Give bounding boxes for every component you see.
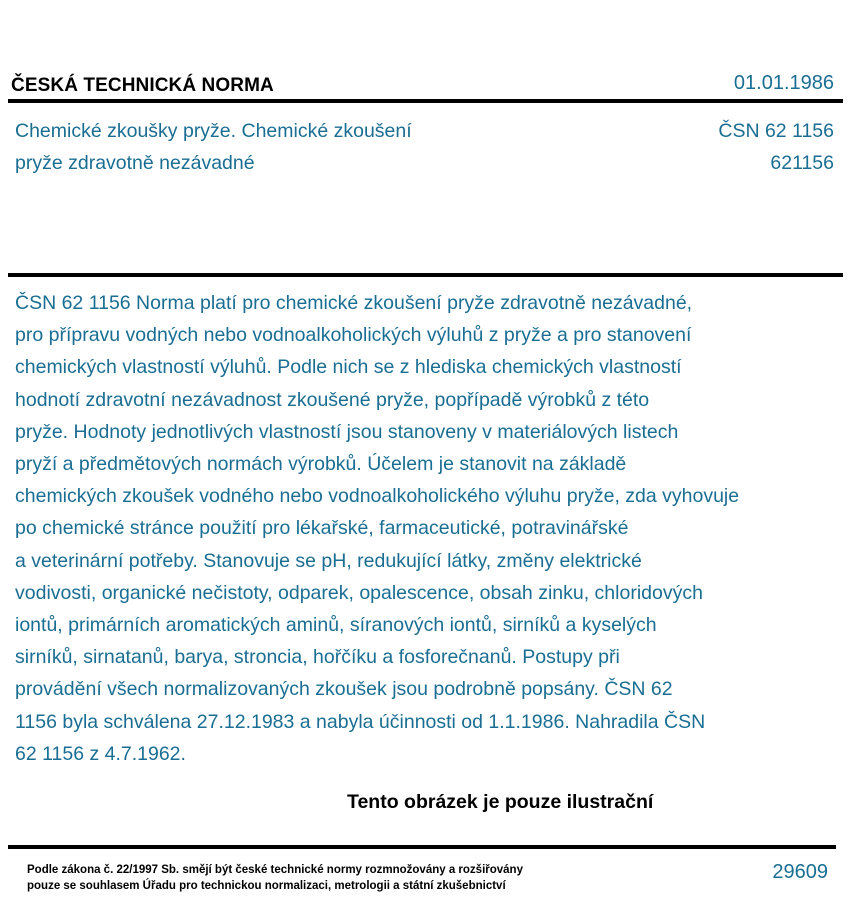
footer-divider (8, 845, 836, 849)
abstract-line: 62 1156 z 4.7.1962. (15, 742, 186, 765)
standard-subject (15, 115, 412, 179)
abstract (15, 287, 739, 770)
abstract-line: chemických vlastností výluhů. Podle nich se z hlediska chemických vlastností (15, 356, 682, 379)
abstract-line: provádění všech normalizovaných zkoušek jsou podrobně popsány. ČSN 62 (15, 678, 673, 701)
legal-notice (27, 862, 523, 894)
subject-line: Chemické zkoušky pryže. Chemické zkoušení (15, 120, 412, 142)
class-number: 621156 (770, 152, 834, 174)
legal-line: Podle zákona č. 22/1997 Sb. smějí být české technické normy rozmnožovány a rozšiřovány (27, 864, 523, 876)
subject-line: pryže zdravotně nezávadné (15, 152, 255, 174)
abstract-line: ČSN 62 1156 Norma platí pro chemické zkoušení pryže zdravotně nezávadné, (15, 292, 693, 314)
abstract-line: sirníků, sirnatanů, barya, stroncia, hořčíku a fosforečnanů. Postupy při (15, 646, 620, 669)
abstract-line: 1156 byla schválena 27.12.1983 a nabyla účinnosti od 1.1.1986. Nahradila ČSN (15, 710, 706, 733)
abstract-line: iontů, primárních aromatických aminů, síranových iontů, sirníků a kyselých (15, 614, 657, 637)
abstract-line: chemických zkoušek vodného nebo vodnoalkoholického výluhu pryže, zda vyhovuje (15, 485, 740, 508)
abstract-line: pro přípravu vodných nebo vodnoalkoholických výluhů z pryže a pro stanovení (15, 324, 692, 347)
legal-line: pouze se souhlasem Úřadu pro technickou normalizaci, metrologii a státní zkušebnictví (27, 880, 506, 892)
abstract-line: a veterinární potřeby. Stanovuje se pH, redukující látky, změny elektrické (15, 549, 642, 572)
section-divider (8, 273, 843, 277)
publication-date: 01.01.1986 (733, 72, 834, 94)
abstract-line: pryží a předmětových normách výrobků. Účelem je stanovit na základě (15, 453, 627, 476)
header-divider (8, 99, 843, 103)
abstract-line: po chemické stránce použití pro lékařské, farmaceutické, potravinářské (15, 517, 629, 540)
abstract-line: vodivosti, organické nečistoty, odparek, opalescence, obsah zinku, chloridových (15, 581, 703, 604)
document-heading: ČESKÁ TECHNICKÁ NORMA (11, 75, 274, 96)
abstract-line: hodnotí zdravotní nezávadnost zkoušené pryže, popřípadě výrobků z této (15, 388, 650, 411)
illustration-note: Tento obrázek je pouze ilustrační (347, 791, 654, 813)
standard-code: ČSN 62 1156 (718, 120, 834, 142)
standard-codes (718, 115, 834, 179)
document-number: 29609 (772, 861, 828, 883)
abstract-line: pryže. Hodnoty jednotlivých vlastností jsou stanoveny v materiálových listech (15, 420, 679, 443)
